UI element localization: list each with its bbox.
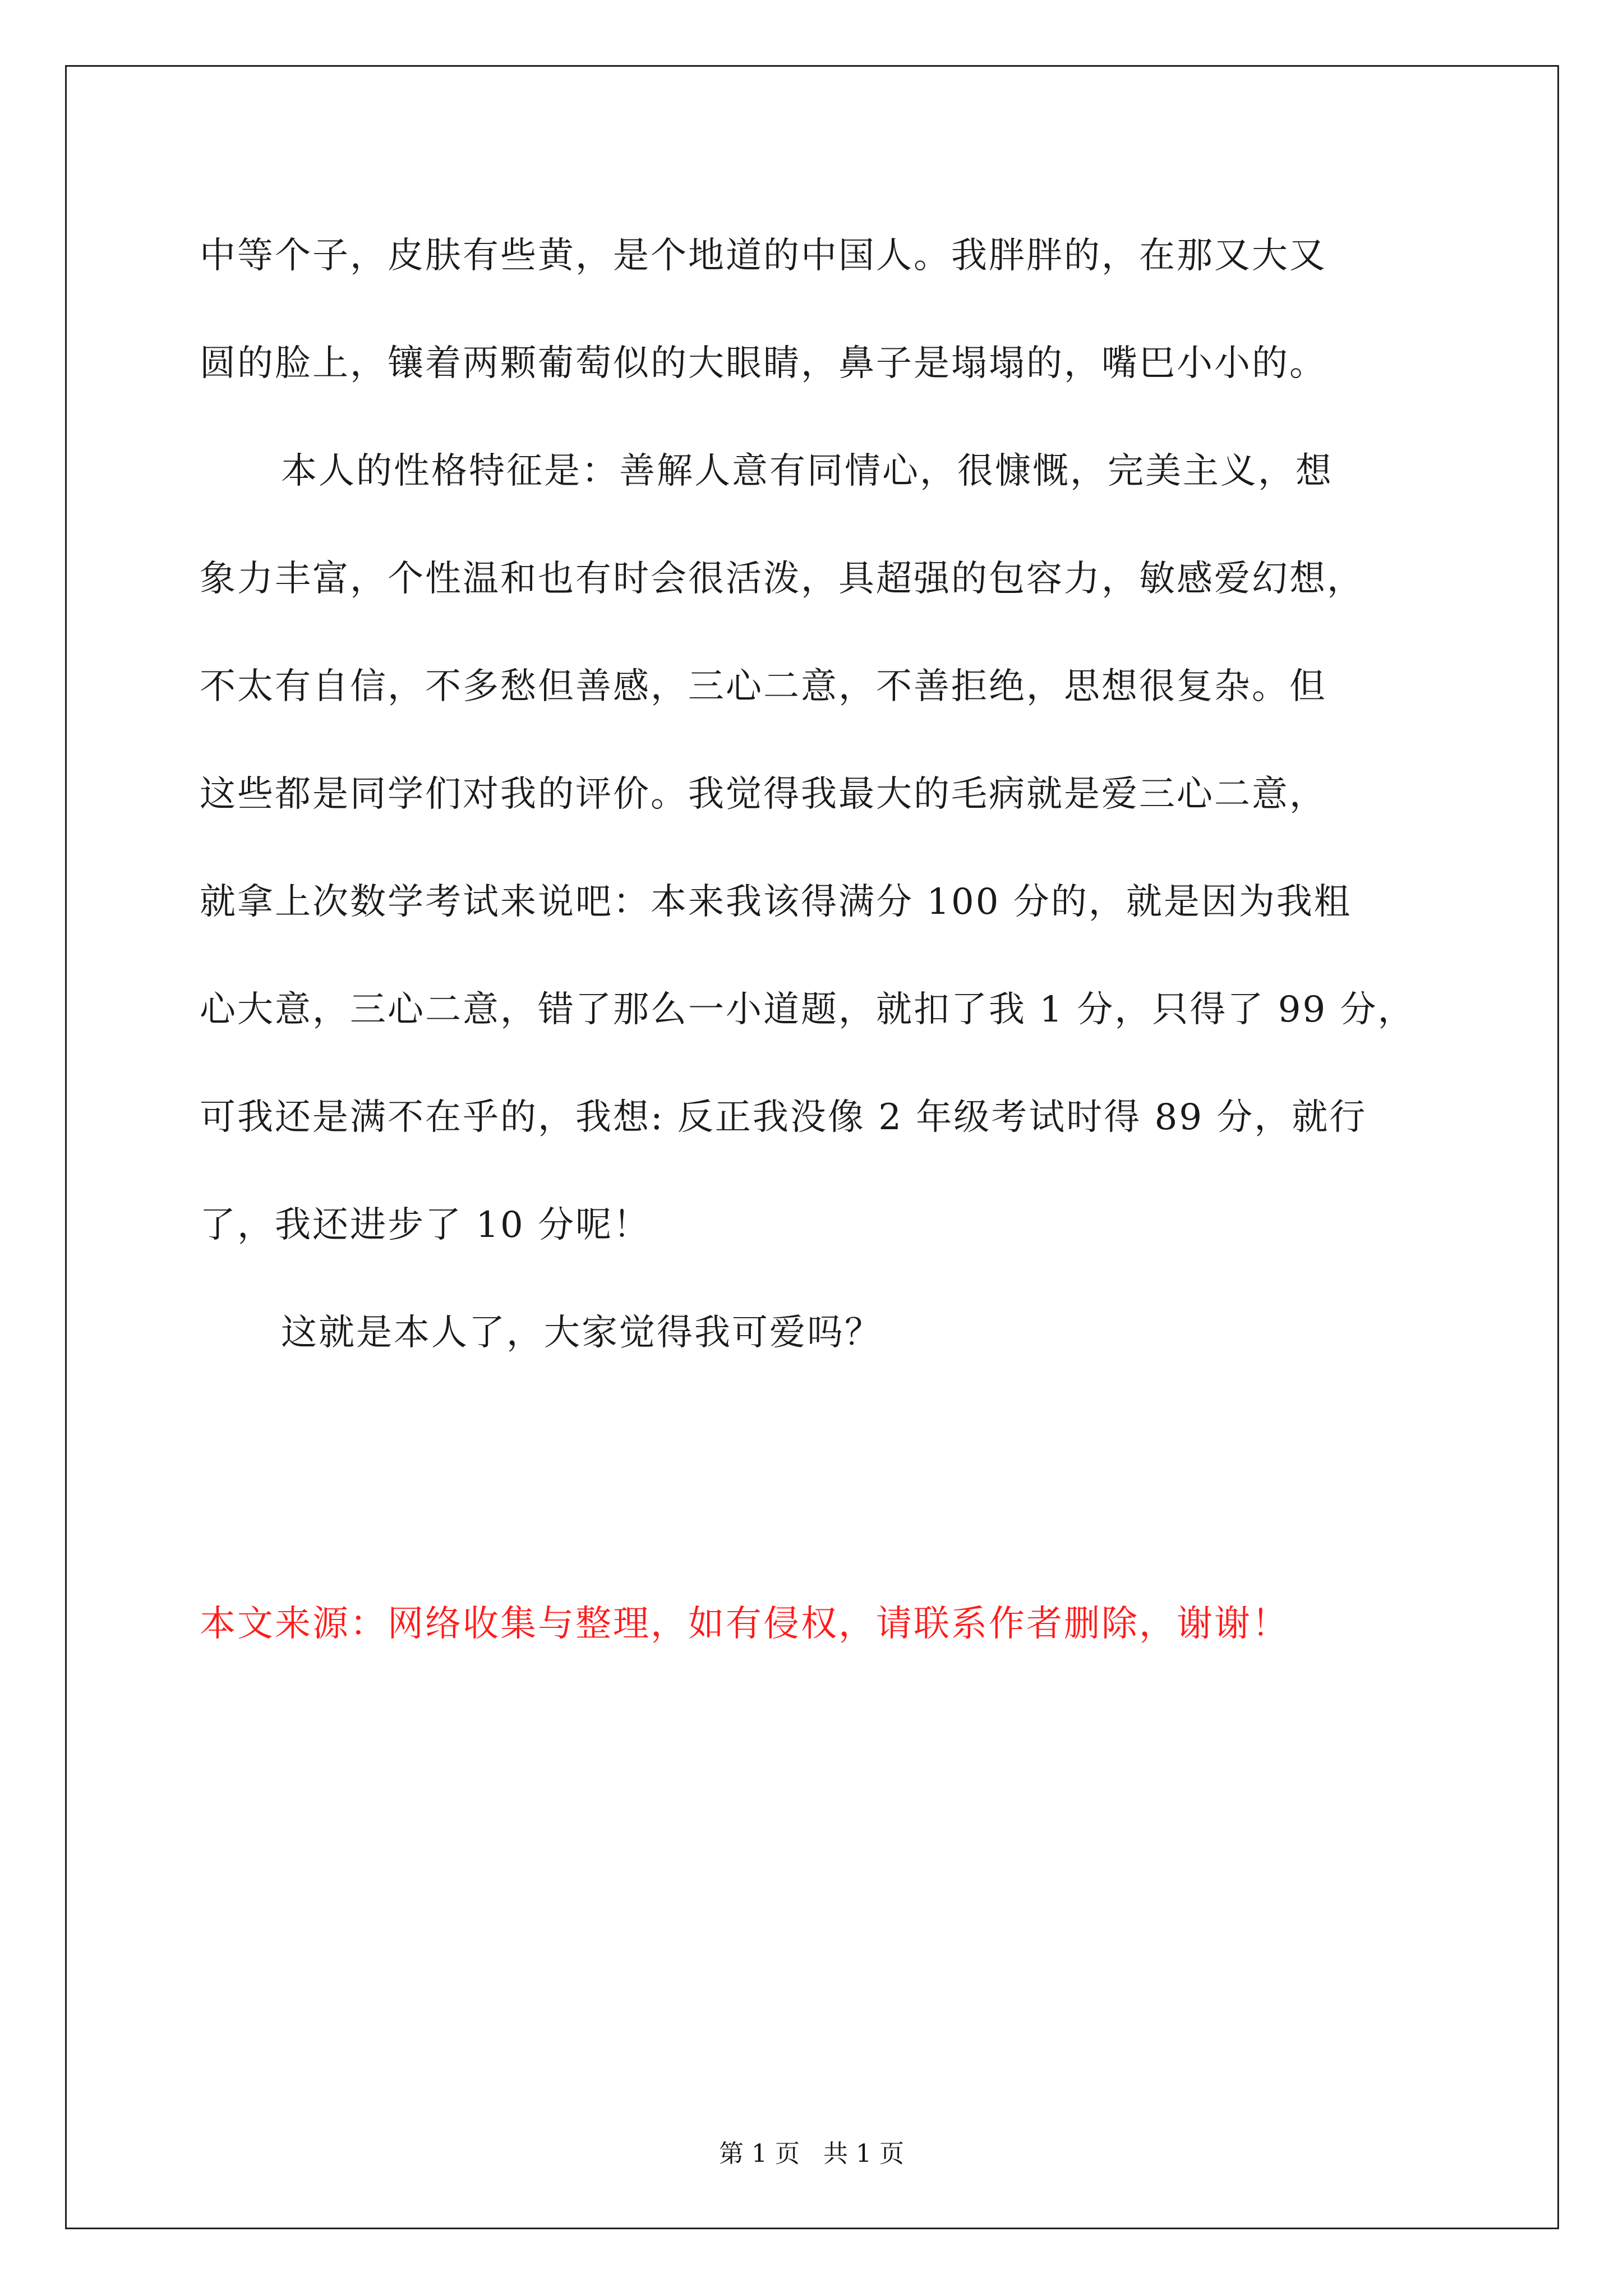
- text-line: 这就是本人了，大家觉得我可爱吗？: [281, 1312, 882, 1354]
- text-line: 象力丰富，个性温和也有时会很活泼，具超强的包容力，敏感爱幻想，: [200, 558, 1364, 600]
- page-number-total: 共 1 页: [823, 2139, 904, 2168]
- text-line: 这些都是同学们对我的评价。我觉得我最大的毛病就是爱三心二意，: [200, 774, 1327, 815]
- page-footer: [0, 2133, 1623, 2169]
- text-line: 可我还是满不在乎的，我想: 反正我没像 2 年级考试时得 89 分，就行: [200, 1097, 1367, 1138]
- document-body: [200, 202, 1417, 1387]
- paragraph-closing: [200, 1279, 1417, 1387]
- page-number-current: 第 1 页: [719, 2139, 800, 2168]
- paragraph-personality: [200, 417, 1417, 1279]
- paragraph-appearance: [200, 202, 1417, 417]
- text-line: 心大意，三心二意，错了那么一小道题，就扣了我 1 分，只得了 99 分，: [200, 989, 1415, 1030]
- text-line: 就拿上次数学考试来说吧：本来我该得满分 100 分的，就是因为我粗: [200, 881, 1352, 923]
- text-line: 本人的性格特征是：善解人意有同情心，很慷慨，完美主义，想: [281, 450, 1333, 492]
- text-line: 了，我还进步了 10 分呢！: [200, 1204, 651, 1246]
- text-line: 不太有自信，不多愁但善感，三心二意，不善拒绝，思想很复杂。但: [200, 666, 1327, 707]
- source-disclaimer: 本文来源：网络收集与整理，如有侵权，请联系作者删除，谢谢！: [200, 1603, 1289, 1645]
- text-line: 中等个子，皮肤有些黄，是个地道的中国人。我胖胖的，在那又大又: [200, 235, 1327, 277]
- text-line: 圆的脸上，镶着两颗葡萄似的大眼睛，鼻子是塌塌的，嘴巴小小的。: [200, 343, 1327, 384]
